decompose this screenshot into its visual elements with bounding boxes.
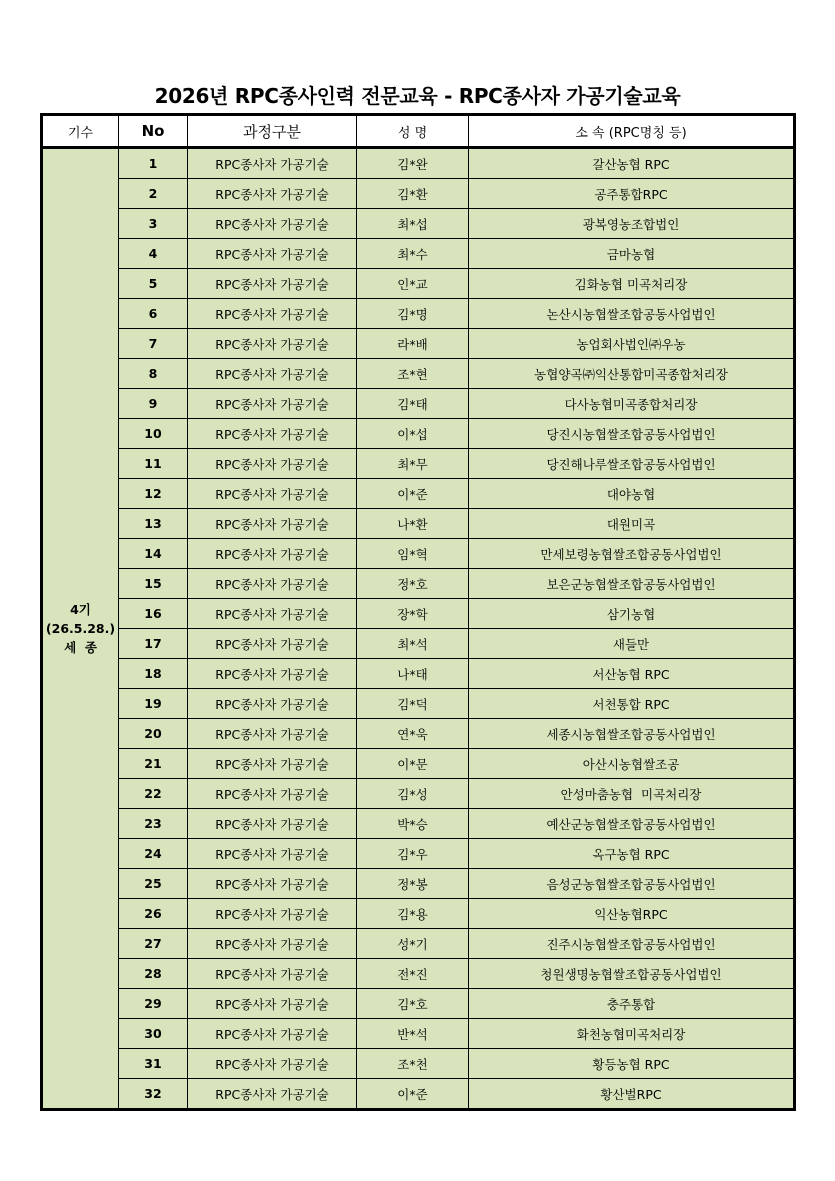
table-row: [42, 269, 795, 299]
cohort-line1: 4기: [70, 602, 91, 617]
table-row: [42, 509, 795, 539]
affiliation-cell: 보은군농협쌀조합공동사업법인: [469, 569, 795, 599]
table-row: [42, 779, 795, 809]
name-cell: 임*혁: [357, 539, 469, 569]
roster-table: [40, 113, 796, 1111]
course-cell: RPC종사자 가공기술: [188, 539, 357, 569]
table-row: [42, 1079, 795, 1110]
table-row: [42, 869, 795, 899]
name-cell: 정*호: [357, 569, 469, 599]
table-row: [42, 299, 795, 329]
header-course: 과정구분: [188, 115, 357, 148]
course-cell: RPC종사자 가공기술: [188, 749, 357, 779]
course-cell: RPC종사자 가공기술: [188, 389, 357, 419]
name-cell: 반*석: [357, 1019, 469, 1049]
course-cell: RPC종사자 가공기술: [188, 959, 357, 989]
course-cell: RPC종사자 가공기술: [188, 479, 357, 509]
row-number: 2: [119, 179, 188, 209]
affiliation-cell: 갈산농협 RPC: [469, 148, 795, 179]
course-cell: RPC종사자 가공기술: [188, 209, 357, 239]
row-number: 5: [119, 269, 188, 299]
row-number: 22: [119, 779, 188, 809]
name-cell: 장*학: [357, 599, 469, 629]
name-cell: 박*승: [357, 809, 469, 839]
row-number: 12: [119, 479, 188, 509]
affiliation-cell: 충주통합: [469, 989, 795, 1019]
course-cell: RPC종사자 가공기술: [188, 869, 357, 899]
table-row: [42, 359, 795, 389]
affiliation-cell: 진주시농협쌀조합공동사업법인: [469, 929, 795, 959]
row-number: 16: [119, 599, 188, 629]
table-row: [42, 479, 795, 509]
table-row: [42, 209, 795, 239]
course-cell: RPC종사자 가공기술: [188, 449, 357, 479]
table-row: [42, 389, 795, 419]
row-number: 24: [119, 839, 188, 869]
course-cell: RPC종사자 가공기술: [188, 989, 357, 1019]
row-number: 27: [119, 929, 188, 959]
name-cell: 나*환: [357, 509, 469, 539]
course-cell: RPC종사자 가공기술: [188, 719, 357, 749]
affiliation-cell: 다사농협미곡종합처리장: [469, 389, 795, 419]
table-row: [42, 148, 795, 179]
name-cell: 조*천: [357, 1049, 469, 1079]
table-row: [42, 449, 795, 479]
course-cell: RPC종사자 가공기술: [188, 239, 357, 269]
affiliation-cell: 청원생명농협쌀조합공동사업법인: [469, 959, 795, 989]
row-number: 9: [119, 389, 188, 419]
table-row: [42, 809, 795, 839]
row-number: 31: [119, 1049, 188, 1079]
affiliation-cell: 농협양곡㈜익산통합미곡종합처리장: [469, 359, 795, 389]
name-cell: 김*덕: [357, 689, 469, 719]
affiliation-cell: 서천통합 RPC: [469, 689, 795, 719]
header-affiliation: 소 속 (RPC명칭 등): [469, 115, 795, 148]
row-number: 7: [119, 329, 188, 359]
affiliation-cell: 김화농협 미곡처리장: [469, 269, 795, 299]
table-row: [42, 839, 795, 869]
cohort-line2: (26.5.28.): [45, 621, 116, 636]
row-number: 17: [119, 629, 188, 659]
course-cell: RPC종사자 가공기술: [188, 329, 357, 359]
row-number: 6: [119, 299, 188, 329]
affiliation-cell: 삼기농협: [469, 599, 795, 629]
affiliation-cell: 광복영농조합법인: [469, 209, 795, 239]
table-row: [42, 629, 795, 659]
row-number: 13: [119, 509, 188, 539]
table-body: [42, 148, 795, 1110]
row-number: 20: [119, 719, 188, 749]
row-number: 25: [119, 869, 188, 899]
course-cell: RPC종사자 가공기술: [188, 809, 357, 839]
name-cell: 김*호: [357, 989, 469, 1019]
table-row: [42, 179, 795, 209]
name-cell: 김*성: [357, 779, 469, 809]
name-cell: 이*문: [357, 749, 469, 779]
name-cell: 최*수: [357, 239, 469, 269]
affiliation-cell: 황산벌RPC: [469, 1079, 795, 1110]
header-no: No: [119, 115, 188, 148]
affiliation-cell: 세종시농협쌀조합공동사업법인: [469, 719, 795, 749]
course-cell: RPC종사자 가공기술: [188, 689, 357, 719]
row-number: 32: [119, 1079, 188, 1110]
table-row: [42, 329, 795, 359]
row-number: 19: [119, 689, 188, 719]
course-cell: RPC종사자 가공기술: [188, 839, 357, 869]
row-number: 10: [119, 419, 188, 449]
course-cell: RPC종사자 가공기술: [188, 509, 357, 539]
affiliation-cell: 화천농협미곡처리장: [469, 1019, 795, 1049]
course-cell: RPC종사자 가공기술: [188, 148, 357, 179]
header-row: [42, 115, 795, 148]
row-number: 14: [119, 539, 188, 569]
row-number: 15: [119, 569, 188, 599]
name-cell: 나*태: [357, 659, 469, 689]
table-row: [42, 569, 795, 599]
row-number: 21: [119, 749, 188, 779]
table-row: [42, 659, 795, 689]
name-cell: 인*교: [357, 269, 469, 299]
page-title: 2026년 RPC종사인력 전문교육 - RPC종사자 가공기술교육: [154, 84, 681, 108]
cohort-line3: 세 종: [64, 640, 97, 655]
affiliation-cell: 논산시농협쌀조합공동사업법인: [469, 299, 795, 329]
cohort-cell: [42, 148, 119, 1110]
course-cell: RPC종사자 가공기술: [188, 779, 357, 809]
table-row: [42, 719, 795, 749]
affiliation-cell: 예산군농협쌀조합공동사업법인: [469, 809, 795, 839]
table-row: [42, 239, 795, 269]
course-cell: RPC종사자 가공기술: [188, 1079, 357, 1110]
table-row: [42, 599, 795, 629]
course-cell: RPC종사자 가공기술: [188, 179, 357, 209]
name-cell: 전*진: [357, 959, 469, 989]
affiliation-cell: 옥구농협 RPC: [469, 839, 795, 869]
name-cell: 김*태: [357, 389, 469, 419]
header-cohort: 기수: [42, 115, 119, 148]
course-cell: RPC종사자 가공기술: [188, 599, 357, 629]
name-cell: 최*무: [357, 449, 469, 479]
row-number: 28: [119, 959, 188, 989]
row-number: 26: [119, 899, 188, 929]
affiliation-cell: 서산농협 RPC: [469, 659, 795, 689]
course-cell: RPC종사자 가공기술: [188, 569, 357, 599]
name-cell: 라*배: [357, 329, 469, 359]
row-number: 4: [119, 239, 188, 269]
name-cell: 김*우: [357, 839, 469, 869]
name-cell: 최*석: [357, 629, 469, 659]
name-cell: 이*섭: [357, 419, 469, 449]
course-cell: RPC종사자 가공기술: [188, 899, 357, 929]
table-row: [42, 419, 795, 449]
course-cell: RPC종사자 가공기술: [188, 629, 357, 659]
affiliation-cell: 금마농협: [469, 239, 795, 269]
table-row: [42, 539, 795, 569]
affiliation-cell: 당진해나루쌀조합공동사업법인: [469, 449, 795, 479]
table-row: [42, 689, 795, 719]
row-number: 8: [119, 359, 188, 389]
name-cell: 정*봉: [357, 869, 469, 899]
affiliation-cell: 황등농협 RPC: [469, 1049, 795, 1079]
name-cell: 김*환: [357, 179, 469, 209]
affiliation-cell: 만세보령농협쌀조합공동사업법인: [469, 539, 795, 569]
row-number: 18: [119, 659, 188, 689]
course-cell: RPC종사자 가공기술: [188, 299, 357, 329]
affiliation-cell: 아산시농협쌀조공: [469, 749, 795, 779]
course-cell: RPC종사자 가공기술: [188, 419, 357, 449]
course-cell: RPC종사자 가공기술: [188, 1019, 357, 1049]
course-cell: RPC종사자 가공기술: [188, 929, 357, 959]
table-row: [42, 749, 795, 779]
table-row: [42, 1049, 795, 1079]
name-cell: 이*준: [357, 479, 469, 509]
course-cell: RPC종사자 가공기술: [188, 1049, 357, 1079]
affiliation-cell: 대야농협: [469, 479, 795, 509]
row-number: 1: [119, 148, 188, 179]
affiliation-cell: 공주통합RPC: [469, 179, 795, 209]
table-row: [42, 899, 795, 929]
name-cell: 김*용: [357, 899, 469, 929]
table-row: [42, 959, 795, 989]
affiliation-cell: 익산농협RPC: [469, 899, 795, 929]
name-cell: 성*기: [357, 929, 469, 959]
affiliation-cell: 안성마춤농협 미곡처리장: [469, 779, 795, 809]
name-cell: 이*준: [357, 1079, 469, 1110]
row-number: 3: [119, 209, 188, 239]
course-cell: RPC종사자 가공기술: [188, 359, 357, 389]
affiliation-cell: 당진시농협쌀조합공동사업법인: [469, 419, 795, 449]
course-cell: RPC종사자 가공기술: [188, 269, 357, 299]
name-cell: 최*섭: [357, 209, 469, 239]
affiliation-cell: 대원미곡: [469, 509, 795, 539]
name-cell: 김*명: [357, 299, 469, 329]
table-row: [42, 929, 795, 959]
table-row: [42, 1019, 795, 1049]
name-cell: 연*욱: [357, 719, 469, 749]
row-number: 11: [119, 449, 188, 479]
row-number: 30: [119, 1019, 188, 1049]
course-cell: RPC종사자 가공기술: [188, 659, 357, 689]
affiliation-cell: 새들만: [469, 629, 795, 659]
header-name: 성 명: [357, 115, 469, 148]
table-row: [42, 989, 795, 1019]
name-cell: 조*현: [357, 359, 469, 389]
name-cell: 김*완: [357, 148, 469, 179]
row-number: 23: [119, 809, 188, 839]
affiliation-cell: 농업회사법인㈜우농: [469, 329, 795, 359]
affiliation-cell: 음성군농협쌀조합공동사업법인: [469, 869, 795, 899]
row-number: 29: [119, 989, 188, 1019]
